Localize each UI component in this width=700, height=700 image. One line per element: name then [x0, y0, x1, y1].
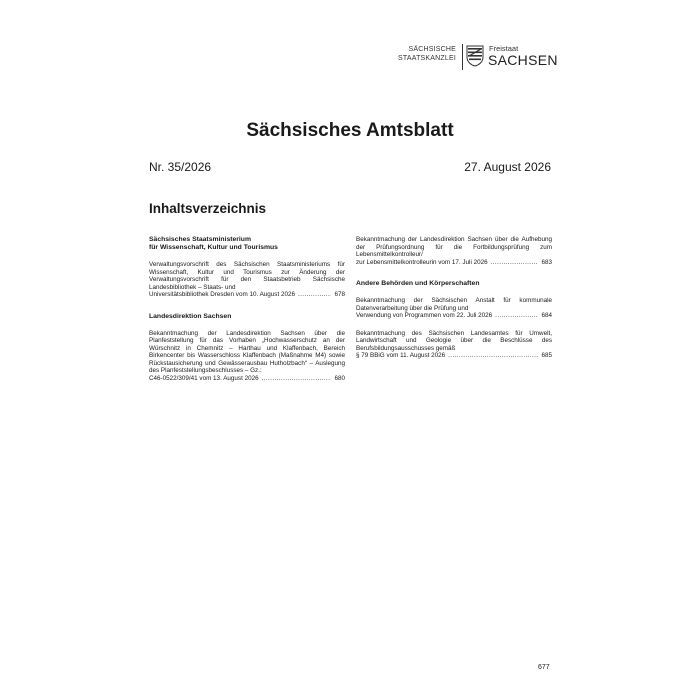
- toc-entry-text: Bekanntmachung des Sächsischen Landesamtes für Umwelt, Landwirtschaft und Geologie über die Beschlüsse des Berufsbildungsausschusses gemäß: [356, 329, 552, 352]
- toc-left-column: [149, 236, 345, 392]
- toc-entry-page: 678: [334, 291, 345, 298]
- staatskanzlei-logo: [386, 45, 456, 63]
- logo-divider: [462, 44, 463, 70]
- toc-entry[interactable]: [356, 297, 552, 320]
- toc-entry-text: Bekanntmachung der Sächsischen Anstalt für kommunale Datenverarbeitung über die Prüfung und: [356, 297, 552, 312]
- saxony-coat-of-arms-icon: [466, 45, 484, 67]
- toc-right-column: [356, 236, 552, 370]
- toc-entry-page: 683: [541, 258, 552, 266]
- toc-entry-text: Bekanntmachung der Landesdirektion Sachsen über die Planfeststellung für das Vorhaben „Hochwasserschutz an der Würschnitz in Chemnitz – Harthau und Klaffenbach, Bereich Birkencenter bis Wasserschloss Klaffenbach (Maßnahme M4) sowie Rückstausicherung und Gewässerausbau Hutholzbach“ – Auslegung des Planfeststellungsbeschlusses – Gz.:: [149, 329, 345, 374]
- leader-dots: [495, 312, 538, 320]
- toc-entry-page: 685: [541, 352, 552, 359]
- toc-entry-text-end: Verwendung von Programmen vom 22. Juli 2026: [356, 312, 493, 319]
- toc-entry[interactable]: [149, 261, 345, 299]
- toc-entry[interactable]: [149, 330, 345, 383]
- issue-date: 27. August 2026: [464, 160, 551, 174]
- toc-entry-page: 684: [541, 312, 552, 319]
- toc-entry-text-end: zur Lebensmittelkontrolleurin vom 17. Juli 2026: [356, 258, 488, 266]
- section-title-line: Sächsisches Staatsministerium: [149, 236, 251, 243]
- toc-entry-page: 680: [334, 374, 345, 382]
- toc-entry-text-end: C46-0522/309/41 vom 13. August 2026: [149, 374, 259, 382]
- toc-entry-last-line: [149, 291, 345, 299]
- leader-dots: [491, 259, 539, 267]
- toc-entry-text-end: § 79 BBiG vom 11. August 2026: [356, 352, 446, 359]
- freistaat-label: Freistaat: [489, 44, 519, 53]
- section-title-line: für Wissenschaft, Kultur und Tourismus: [149, 244, 278, 251]
- leader-dots: [448, 352, 538, 360]
- issue-number: Nr. 35/2026: [149, 160, 212, 174]
- section-title-andere-behoerden: Andere Behörden und Körperschaften: [356, 280, 480, 287]
- toc-entry-text: Verwaltungsvorschrift des Sächsischen Staatsministeriums für Wissenschaft, Kultur und Tourismus zur Änderung der Verwaltungsvorschrift für den Staatsbetrieb Sächsische Landesbibliothek – Staats- und: [149, 261, 345, 291]
- leader-dots: [262, 375, 332, 383]
- toc-entry-last-line: [149, 375, 345, 383]
- page-number: 677: [538, 664, 550, 671]
- toc-entry-last-line: [356, 312, 552, 320]
- toc-entry[interactable]: [356, 236, 552, 266]
- staatskanzlei-line2: STAATSKANZLEI: [398, 55, 456, 62]
- leader-dots: [298, 291, 332, 299]
- toc-entry-text-end: Universitätsbibliothek Dresden vom 10. August 2026: [149, 291, 295, 298]
- toc-entry-last-line: [356, 259, 552, 267]
- section-title-ministerium: [149, 236, 345, 252]
- toc-heading: Inhaltsverzeichnis: [149, 201, 267, 216]
- sachsen-label: SACHSEN: [488, 52, 558, 68]
- toc-entry[interactable]: [356, 330, 552, 360]
- toc-entry-text: Bekanntmachung der Landesdirektion Sachsen über die Aufhebung der Prüfungsordnung für die Fortbildungsprüfung zum Lebensmittelkontrolleur/: [356, 236, 552, 258]
- page-title: Sächsisches Amtsblatt: [246, 120, 454, 141]
- section-title-landesdirektion: Landesdirektion Sachsen: [149, 312, 232, 320]
- toc-entry-last-line: [356, 352, 552, 360]
- staatskanzlei-line1: SÄCHSISCHE: [408, 46, 456, 53]
